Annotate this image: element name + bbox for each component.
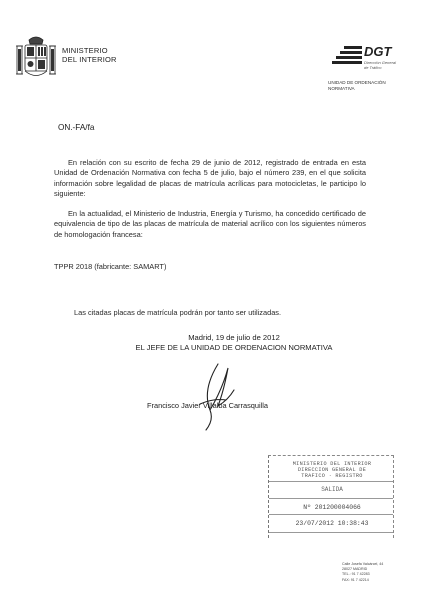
- stamp-divider: [269, 532, 393, 533]
- paragraph-1: En relación con su escrito de fecha 29 de junio de 2012, registrado de entrada en esta Unidad de Ordenación Normativa con fecha 5 de julio, bajo el número 239, en el que solicita información sobre legalidad de placas de matrícula acrílicas para motocicletas, le participo lo siguiente:: [54, 158, 366, 199]
- signer-title: EL JEFE DE LA UNIDAD DE ORDENACION NORMATIVA: [135, 343, 333, 352]
- signer-name: Francisco Javier Villalba Carrasquilla: [147, 401, 269, 410]
- footer-address-line-1: Calle Josefa Valcárcel, 44: [342, 562, 384, 566]
- ministry-line-2: DEL INTERIOR: [62, 55, 117, 64]
- dgt-brand-text: DGT: [364, 44, 392, 59]
- homologation-number: TPPR 2018 (fabricante: SAMART): [54, 262, 167, 271]
- place-and-date: Madrid, 19 de julio de 2012: [188, 333, 280, 342]
- stamp-divider: [269, 498, 393, 499]
- dgt-subtitle-line-2: de Tráfico: [364, 65, 382, 70]
- footer-address: [342, 562, 383, 583]
- stamp-line-1: MINISTERIO DEL INTERIOR: [292, 461, 372, 467]
- stamp-timestamp: 23/07/2012 10:38:43: [295, 520, 369, 527]
- dgt-subtitle-line-1: Dirección General: [364, 60, 397, 65]
- registry-stamp: [268, 455, 394, 538]
- paragraph-3: Las citadas placas de matrícula podrán por tanto ser utilizadas.: [74, 308, 282, 317]
- issuing-unit: [328, 80, 408, 92]
- footer-address-line-2: 28027 MADRID: [342, 567, 368, 572]
- stamp-number: Nº 201200004066: [303, 504, 361, 511]
- dgt-subtitle: [364, 60, 404, 70]
- handwritten-signature-icon: [188, 360, 238, 432]
- unit-line-2: NORMATIVA: [328, 86, 355, 91]
- footer-fax: FAX: 91 7 42214: [342, 577, 369, 582]
- ministry-line-1: MINISTERIO: [62, 46, 108, 55]
- stamp-divider: [269, 514, 393, 515]
- stamp-exit-label: SALIDA: [321, 486, 343, 493]
- letter-reference: ON.-FA/fa: [58, 123, 95, 132]
- footer-phone: TEL.: 91 7 42283: [342, 572, 370, 577]
- coat-of-arms-icon: [14, 34, 58, 84]
- stamp-divider: [269, 481, 393, 482]
- paragraph-2: En la actualidad, el Ministerio de Industria, Energía y Turismo, ha concedido certificado de equivalencia de tipo de las placas de matrícula de material acrílico con los siguientes números de homologación francesa:: [54, 209, 366, 239]
- unit-line-1: UNIDAD DE ORDENACIÓN: [328, 80, 386, 85]
- ministry-name: [62, 46, 117, 64]
- stamp-line-3: TRAFICO · REGISTRO: [301, 473, 363, 479]
- stamp-line-2: DIRECCION GENERAL DE: [297, 467, 367, 473]
